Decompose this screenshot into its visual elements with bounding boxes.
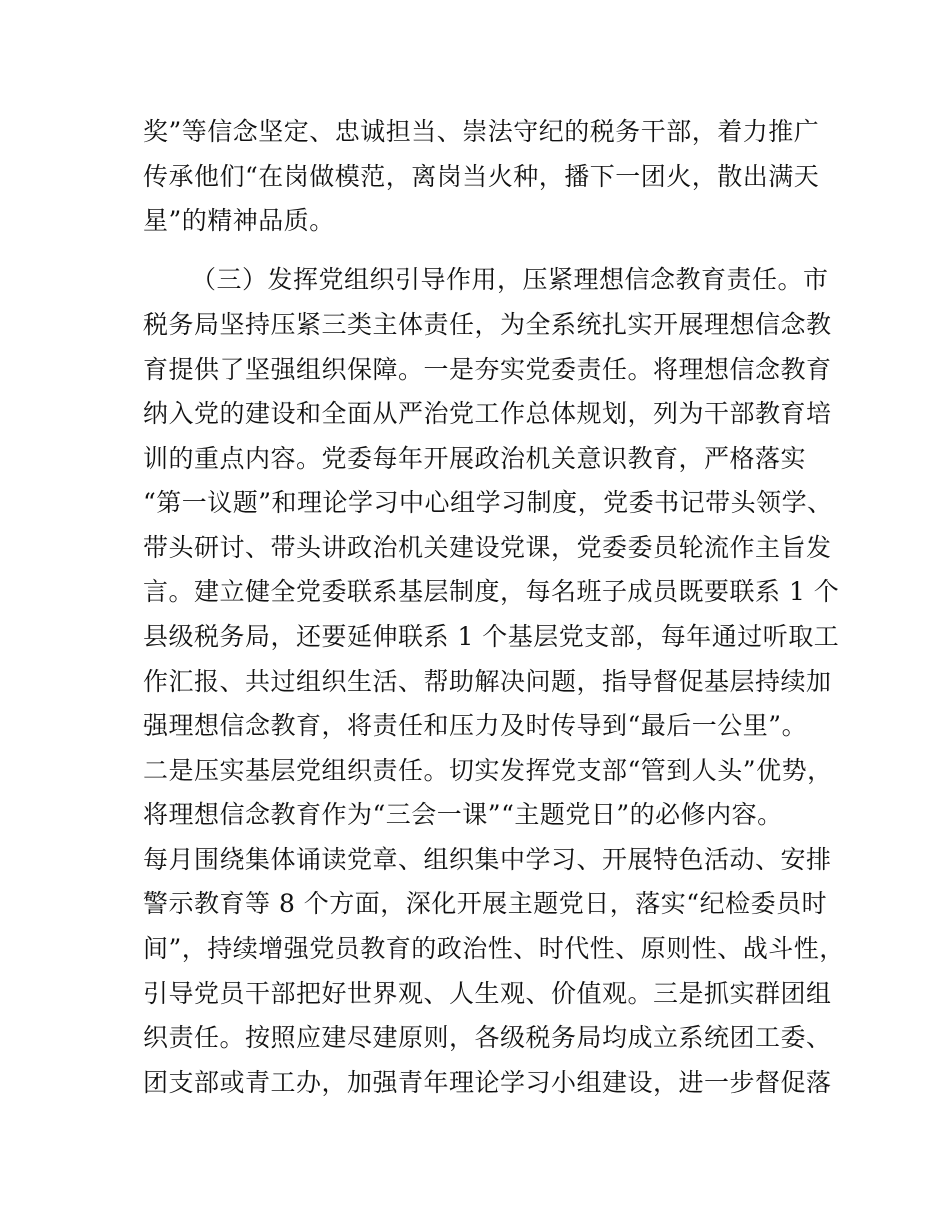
text-line: 带头研讨、带头讲政治机关建设党课，党委委员轮流作主旨发 <box>143 533 832 562</box>
section-heading-line: （三）发挥党组织引导作用，压紧理想信念教育责任。市 <box>191 265 829 294</box>
text-line: 税务局坚持压紧三类主体责任，为全系统扎实开展理想信念教 <box>143 310 832 339</box>
text-line: 奖”等信念坚定、忠诚担当、崇法守纪的税务干部，着力推广 <box>143 117 820 146</box>
text-line: “第一议题”和理论学习中心组学习制度，党委书记带头领学、 <box>143 488 833 517</box>
text-line: 二是压实基层党组织责任。切实发挥党支部“管到人头”优势， <box>143 756 833 785</box>
text-line: 星”的精神品质。 <box>143 206 335 235</box>
text-line: 每月围绕集体诵读党章、组织集中学习、开展特色活动、安排 <box>143 845 832 874</box>
text-line: 育提供了坚强组织保障。一是夯实党委责任。将理想信念教育 <box>143 355 832 384</box>
text-line: 县级税务局，还要延伸联系 1 个基层党支部，每年通过听取工 <box>143 622 840 651</box>
text-line: 团支部或青工办，加强青年理论学习小组建设，进一步督促落 <box>143 1068 832 1097</box>
text-line: 引导党员干部把好世界观、人生观、价值观。三是抓实群团组 <box>143 979 832 1008</box>
text-line: 强理想信念教育，将责任和压力及时传导到“最后一公里”。 <box>143 711 808 740</box>
text-line: 作汇报、共过组织生活、帮助解决问题，指导督促基层持续加 <box>143 667 832 696</box>
text-line: 间”，持续增强党员教育的政治性、时代性、原则性、战斗性， <box>143 934 845 963</box>
text-line: 传承他们“在岗做模范，离岗当火种，播下一团火，散出满天 <box>143 162 820 191</box>
text-line: 将理想信念教育作为“三会一课”“主题党日”的必修内容。 <box>143 800 783 829</box>
text-line: 织责任。按照应建尽建原则，各级税务局均成立系统团工委、 <box>143 1023 832 1052</box>
text-line: 纳入党的建设和全面从严治党工作总体规划，列为干部教育培 <box>143 399 832 428</box>
text-line: 言。建立健全党委联系基层制度，每名班子成员既要联系 1 个 <box>143 577 840 606</box>
text-line: 训的重点内容。党委每年开展政治机关意识教育，严格落实 <box>143 444 807 473</box>
text-line: 警示教育等 8 个方面，深化开展主题党日，落实“纪检委员时 <box>143 889 828 918</box>
